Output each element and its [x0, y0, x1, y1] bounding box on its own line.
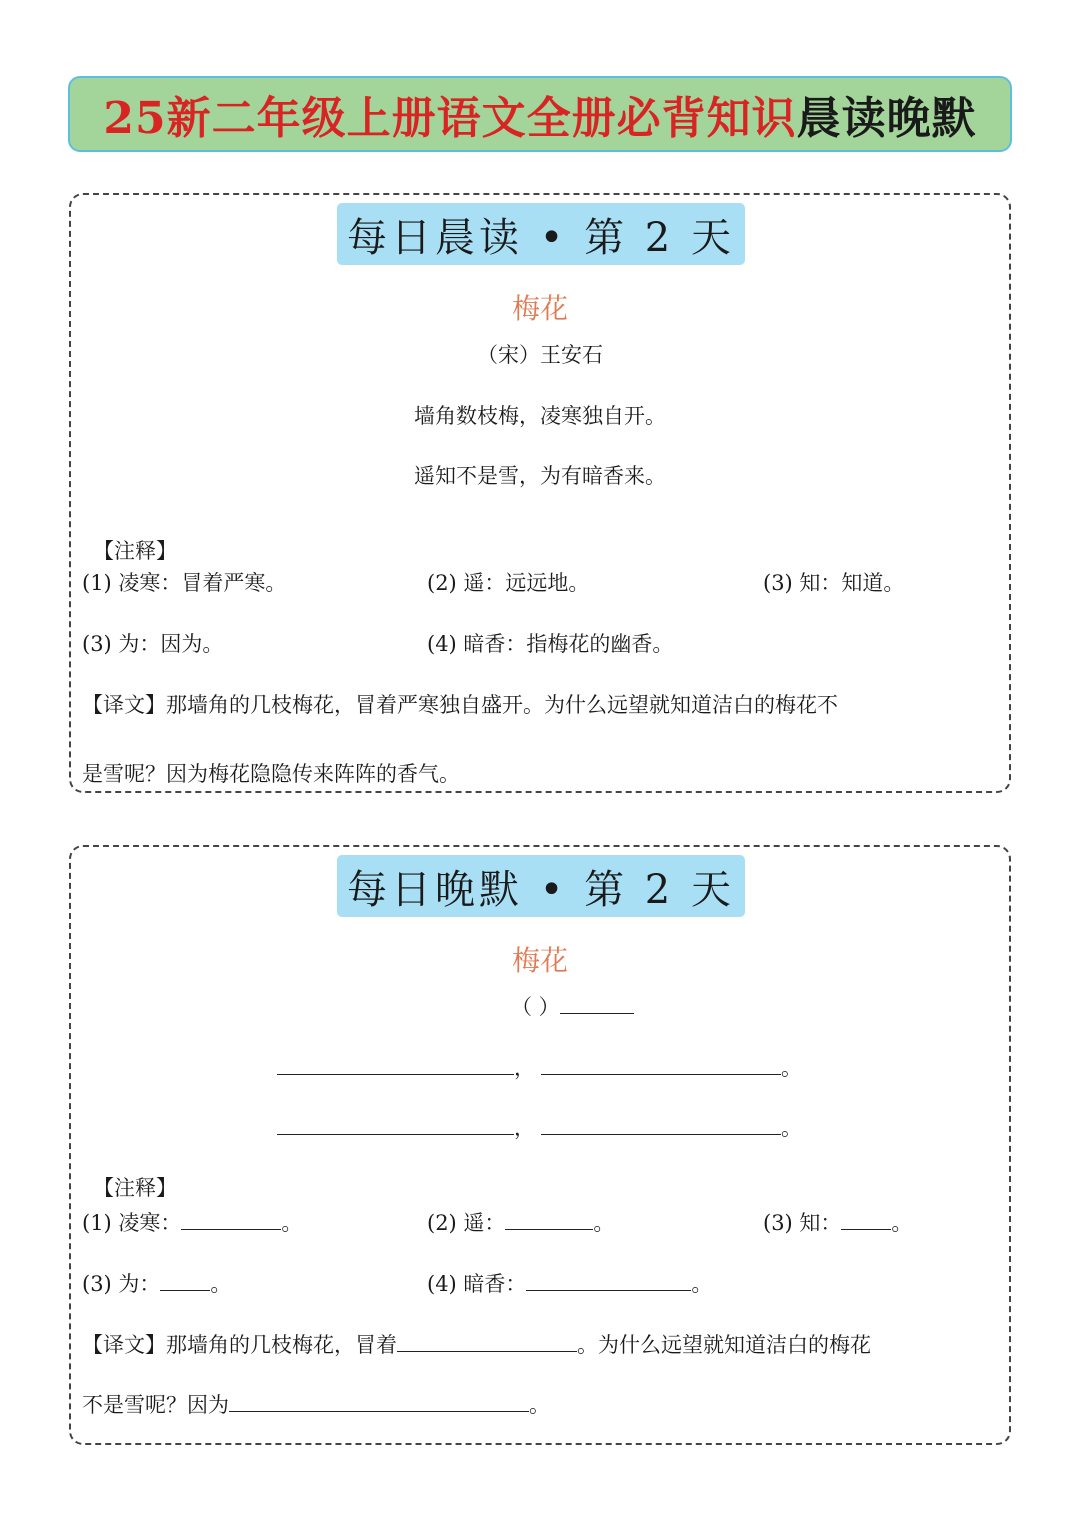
morning-reading-panel — [69, 193, 1011, 793]
note-2: (2) 遥：远远地。 — [427, 571, 590, 595]
translation-line-2-blank: 不是雪呢？因为 。 — [82, 1389, 550, 1419]
note-3-blank: (3) 知： 。 — [763, 1207, 912, 1237]
line-1-second-blank[interactable] — [541, 1052, 781, 1075]
note-4: (3) 为：因为。 — [82, 632, 224, 656]
poem-line-2: 遥知不是雪，为有暗香来。 — [414, 464, 666, 488]
note-5-blank: (4) 暗香： 。 — [427, 1268, 712, 1298]
note-1-answer[interactable] — [181, 1207, 281, 1230]
notes-label: 【注释】 — [93, 539, 177, 563]
poem-title: 梅花 — [511, 292, 568, 325]
note-4-blank: (3) 为： 。 — [82, 1268, 231, 1298]
morning-heading: 每日晨读 • 第 2 天 — [337, 203, 745, 265]
translation-label: 【译文】 — [82, 693, 166, 717]
note-1: (1) 凌寒：冒着严寒。 — [82, 571, 287, 595]
poem-author: （宋）王安石 — [477, 343, 603, 367]
note-3-answer[interactable] — [841, 1207, 891, 1230]
evening-heading: 每日晚默 • 第 2 天 — [337, 855, 745, 917]
evening-recitation-panel — [69, 845, 1011, 1445]
translation-label: 【译文】 — [82, 1333, 166, 1357]
line-1-first-blank[interactable] — [277, 1052, 514, 1075]
comma: ， — [514, 1056, 535, 1080]
author-prompt: （ ） — [511, 995, 560, 1019]
translation-line-2: 是雪呢？因为梅花隐隐传来阵阵的香气。 — [82, 762, 460, 786]
note-5: (4) 暗香：指梅花的幽香。 — [427, 632, 674, 656]
banner-title-red: 25新二年级上册语文全册必背知识 — [103, 93, 797, 144]
translation-answer-2[interactable] — [229, 1389, 529, 1412]
line-2-first-blank[interactable] — [277, 1112, 514, 1135]
note-1-blank: (1) 凌寒： 。 — [82, 1207, 302, 1237]
comma: ， — [514, 1116, 535, 1140]
line-2-second-blank[interactable] — [541, 1112, 781, 1135]
translation-line-1-blank: 【译文】那墙角的几枝梅花，冒着 。为什么远望就知道洁白的梅花 — [82, 1329, 871, 1359]
note-3: (3) 知：知道。 — [763, 571, 905, 595]
poem-title: 梅花 — [511, 944, 568, 977]
poem-line-1-blanks — [277, 1052, 802, 1082]
poem-line-2-blanks — [277, 1112, 802, 1142]
page-banner — [68, 76, 1012, 152]
author-blank[interactable] — [560, 991, 634, 1014]
note-4-answer[interactable] — [160, 1268, 210, 1291]
note-5-answer[interactable] — [526, 1268, 691, 1291]
translation-line-1: 【译文】那墙角的几枝梅花，冒着严寒独自盛开。为什么远望就知道洁白的梅花不 — [82, 693, 838, 717]
notes-label: 【注释】 — [93, 1176, 177, 1200]
period: 。 — [781, 1056, 802, 1080]
period: 。 — [781, 1116, 802, 1140]
banner-title-dark: 晨读晚默 — [796, 93, 977, 144]
translation-answer-1[interactable] — [397, 1329, 577, 1352]
author-blank-line — [511, 991, 634, 1021]
poem-line-1: 墙角数枝梅，凌寒独自开。 — [414, 404, 666, 428]
note-2-answer[interactable] — [505, 1207, 593, 1230]
note-2-blank: (2) 遥： 。 — [427, 1207, 614, 1237]
